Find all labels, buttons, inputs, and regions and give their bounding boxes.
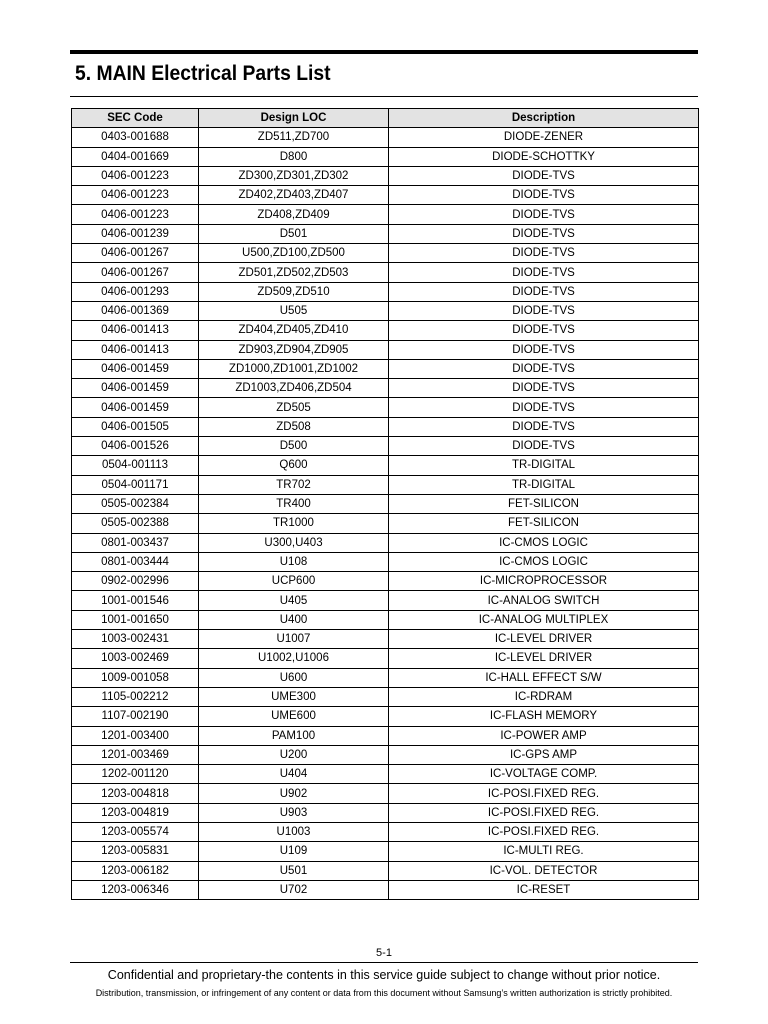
description-cell: IC-GPS AMP <box>389 745 699 764</box>
description-cell: IC-POWER AMP <box>389 726 699 745</box>
design-loc-cell: U702 <box>199 880 389 899</box>
sec-code-cell: 1009-001058 <box>72 668 199 687</box>
description-cell: IC-CMOS LOGIC <box>389 533 699 552</box>
design-loc-cell: TR400 <box>199 494 389 513</box>
description-cell: IC-ANALOG MULTIPLEX <box>389 610 699 629</box>
design-loc-cell: U404 <box>199 765 389 784</box>
sec-code-cell: 1001-001650 <box>72 610 199 629</box>
table-row <box>72 186 699 205</box>
design-loc-cell: U505 <box>199 301 389 320</box>
sec-code-cell: 1107-002190 <box>72 707 199 726</box>
design-loc-cell: U200 <box>199 745 389 764</box>
sec-code-cell: 0406-001459 <box>72 359 199 378</box>
footer-disclaimer: Distribution, transmission, or infringement of any content or data from this document without Samsung’s written authorization is strictly prohibited. <box>95 988 673 998</box>
sec-code-cell: 0404-001669 <box>72 147 199 166</box>
table-row <box>72 437 699 456</box>
table-row <box>72 475 699 494</box>
description-cell: DIODE-SCHOTTKY <box>389 147 699 166</box>
table-row <box>72 630 699 649</box>
sec-code-cell: 0504-001171 <box>72 475 199 494</box>
sec-code-cell: 0406-001267 <box>72 263 199 282</box>
description-cell: DIODE-TVS <box>389 340 699 359</box>
description-cell: DIODE-TVS <box>389 301 699 320</box>
sec-code-cell: 1003-002469 <box>72 649 199 668</box>
design-loc-cell: ZD509,ZD510 <box>199 282 389 301</box>
sec-code-cell: 1202-001120 <box>72 765 199 784</box>
sec-code-cell: 0801-003444 <box>72 552 199 571</box>
table-row <box>72 552 699 571</box>
description-cell: IC-POSI.FIXED REG. <box>389 822 699 841</box>
sec-code-cell: 1203-004818 <box>72 784 199 803</box>
description-cell: IC-POSI.FIXED REG. <box>389 784 699 803</box>
table-row <box>72 687 699 706</box>
description-cell: IC-MICROPROCESSOR <box>389 572 699 591</box>
design-loc-cell: U902 <box>199 784 389 803</box>
table-row <box>72 707 699 726</box>
table-row <box>72 533 699 552</box>
description-cell: DIODE-TVS <box>389 282 699 301</box>
design-loc-cell: D501 <box>199 224 389 243</box>
design-loc-cell: PAM100 <box>199 726 389 745</box>
sec-code-cell: 0406-001459 <box>72 379 199 398</box>
sec-code-cell: 1001-001546 <box>72 591 199 610</box>
design-loc-cell: U300,U403 <box>199 533 389 552</box>
description-cell: IC-ANALOG SWITCH <box>389 591 699 610</box>
description-cell: IC-VOL. DETECTOR <box>389 861 699 880</box>
design-loc-cell: ZD505 <box>199 398 389 417</box>
sec-code-cell: 1203-005574 <box>72 822 199 841</box>
table-row <box>72 398 699 417</box>
header-description: Description <box>389 109 699 128</box>
table-row <box>72 668 699 687</box>
design-loc-cell: U501 <box>199 861 389 880</box>
description-cell: DIODE-TVS <box>389 186 699 205</box>
design-loc-cell: U1007 <box>199 630 389 649</box>
table-row <box>72 784 699 803</box>
sec-code-cell: 0406-001223 <box>72 166 199 185</box>
sec-code-cell: 1003-002431 <box>72 630 199 649</box>
description-cell: IC-MULTI REG. <box>389 842 699 861</box>
design-loc-cell: ZD1003,ZD406,ZD504 <box>199 379 389 398</box>
header-design-loc: Design LOC <box>199 109 389 128</box>
design-loc-cell: ZD404,ZD405,ZD410 <box>199 321 389 340</box>
design-loc-cell: ZD1000,ZD1001,ZD1002 <box>199 359 389 378</box>
sec-code-cell: 0406-001505 <box>72 417 199 436</box>
table-row <box>72 514 699 533</box>
table-row <box>72 224 699 243</box>
design-loc-cell: TR1000 <box>199 514 389 533</box>
description-cell: DIODE-TVS <box>389 224 699 243</box>
table-row <box>72 726 699 745</box>
design-loc-cell: ZD501,ZD502,ZD503 <box>199 263 389 282</box>
description-cell: IC-LEVEL DRIVER <box>389 649 699 668</box>
table-row <box>72 572 699 591</box>
description-cell: DIODE-TVS <box>389 166 699 185</box>
design-loc-cell: U1002,U1006 <box>199 649 389 668</box>
table-row <box>72 321 699 340</box>
sec-code-cell: 0406-001413 <box>72 340 199 359</box>
description-cell: FET-SILICON <box>389 514 699 533</box>
sec-code-cell: 0902-002996 <box>72 572 199 591</box>
sec-code-cell: 1201-003400 <box>72 726 199 745</box>
design-loc-cell: U400 <box>199 610 389 629</box>
table-row <box>72 822 699 841</box>
table-row <box>72 301 699 320</box>
description-cell: IC-RDRAM <box>389 687 699 706</box>
parts-table <box>71 108 699 900</box>
table-row <box>72 842 699 861</box>
description-cell: DIODE-TVS <box>389 244 699 263</box>
description-cell: DIODE-TVS <box>389 437 699 456</box>
description-cell: IC-VOLTAGE COMP. <box>389 765 699 784</box>
page-number: 5-1 <box>376 947 392 959</box>
page-title: 5. MAIN Electrical Parts List <box>75 62 331 85</box>
design-loc-cell: ZD300,ZD301,ZD302 <box>199 166 389 185</box>
table-row <box>72 861 699 880</box>
top-rule <box>70 50 698 54</box>
description-cell: DIODE-TVS <box>389 379 699 398</box>
description-cell: IC-LEVEL DRIVER <box>389 630 699 649</box>
sec-code-cell: 0406-001369 <box>72 301 199 320</box>
table-row <box>72 417 699 436</box>
sec-code-cell: 0406-001223 <box>72 205 199 224</box>
description-cell: IC-CMOS LOGIC <box>389 552 699 571</box>
table-row <box>72 379 699 398</box>
description-cell: IC-FLASH MEMORY <box>389 707 699 726</box>
design-loc-cell: UCP600 <box>199 572 389 591</box>
sec-code-cell: 1203-004819 <box>72 803 199 822</box>
table-row <box>72 803 699 822</box>
sec-code-cell: 0403-001688 <box>72 128 199 147</box>
table-row <box>72 244 699 263</box>
sec-code-cell: 1203-005831 <box>72 842 199 861</box>
footer-notice: Confidential and proprietary-the contents in this service guide subject to change without prior notice. <box>107 968 661 982</box>
table-row <box>72 591 699 610</box>
design-loc-cell: D500 <box>199 437 389 456</box>
table-row <box>72 456 699 475</box>
design-loc-cell: U500,ZD100,ZD500 <box>199 244 389 263</box>
design-loc-cell: U108 <box>199 552 389 571</box>
description-cell: DIODE-TVS <box>389 398 699 417</box>
sec-code-cell: 1203-006346 <box>72 880 199 899</box>
header-row <box>72 109 699 128</box>
design-loc-cell: U109 <box>199 842 389 861</box>
sec-code-cell: 0406-001526 <box>72 437 199 456</box>
design-loc-cell: Q600 <box>199 456 389 475</box>
footer-rule <box>70 962 698 963</box>
description-cell: IC-HALL EFFECT S/W <box>389 668 699 687</box>
description-cell: TR-DIGITAL <box>389 475 699 494</box>
sec-code-cell: 0406-001267 <box>72 244 199 263</box>
table-row <box>72 494 699 513</box>
sec-code-cell: 0406-001413 <box>72 321 199 340</box>
table-row <box>72 765 699 784</box>
title-rule <box>70 96 698 97</box>
description-cell: DIODE-TVS <box>389 359 699 378</box>
description-cell: IC-POSI.FIXED REG. <box>389 803 699 822</box>
table-body <box>72 128 699 900</box>
description-cell: DIODE-TVS <box>389 321 699 340</box>
sec-code-cell: 1201-003469 <box>72 745 199 764</box>
table-row <box>72 282 699 301</box>
table-header <box>72 109 699 128</box>
sec-code-cell: 0504-001113 <box>72 456 199 475</box>
design-loc-cell: UME600 <box>199 707 389 726</box>
design-loc-cell: ZD508 <box>199 417 389 436</box>
sec-code-cell: 0406-001223 <box>72 186 199 205</box>
description-cell: DIODE-TVS <box>389 205 699 224</box>
description-cell: TR-DIGITAL <box>389 456 699 475</box>
description-cell: DIODE-TVS <box>389 417 699 436</box>
description-cell: IC-RESET <box>389 880 699 899</box>
table-row <box>72 166 699 185</box>
sec-code-cell: 0505-002388 <box>72 514 199 533</box>
sec-code-cell: 0801-003437 <box>72 533 199 552</box>
sec-code-cell: 0406-001293 <box>72 282 199 301</box>
table-row <box>72 340 699 359</box>
table-row <box>72 649 699 668</box>
header-sec-code: SEC Code <box>72 109 199 128</box>
table-row <box>72 205 699 224</box>
table-row <box>72 359 699 378</box>
description-cell: DIODE-ZENER <box>389 128 699 147</box>
sec-code-cell: 1105-002212 <box>72 687 199 706</box>
design-loc-cell: UME300 <box>199 687 389 706</box>
table-row <box>72 880 699 899</box>
sec-code-cell: 0406-001239 <box>72 224 199 243</box>
design-loc-cell: TR702 <box>199 475 389 494</box>
design-loc-cell: U405 <box>199 591 389 610</box>
sec-code-cell: 1203-006182 <box>72 861 199 880</box>
design-loc-cell: U1003 <box>199 822 389 841</box>
design-loc-cell: ZD402,ZD403,ZD407 <box>199 186 389 205</box>
design-loc-cell: D800 <box>199 147 389 166</box>
description-cell: FET-SILICON <box>389 494 699 513</box>
description-cell: DIODE-TVS <box>389 263 699 282</box>
design-loc-cell: U600 <box>199 668 389 687</box>
design-loc-cell: ZD903,ZD904,ZD905 <box>199 340 389 359</box>
table-row <box>72 745 699 764</box>
design-loc-cell: ZD511,ZD700 <box>199 128 389 147</box>
sec-code-cell: 0406-001459 <box>72 398 199 417</box>
table-row <box>72 263 699 282</box>
design-loc-cell: ZD408,ZD409 <box>199 205 389 224</box>
table-row <box>72 610 699 629</box>
table-row <box>72 147 699 166</box>
sec-code-cell: 0505-002384 <box>72 494 199 513</box>
table-row <box>72 128 699 147</box>
design-loc-cell: U903 <box>199 803 389 822</box>
